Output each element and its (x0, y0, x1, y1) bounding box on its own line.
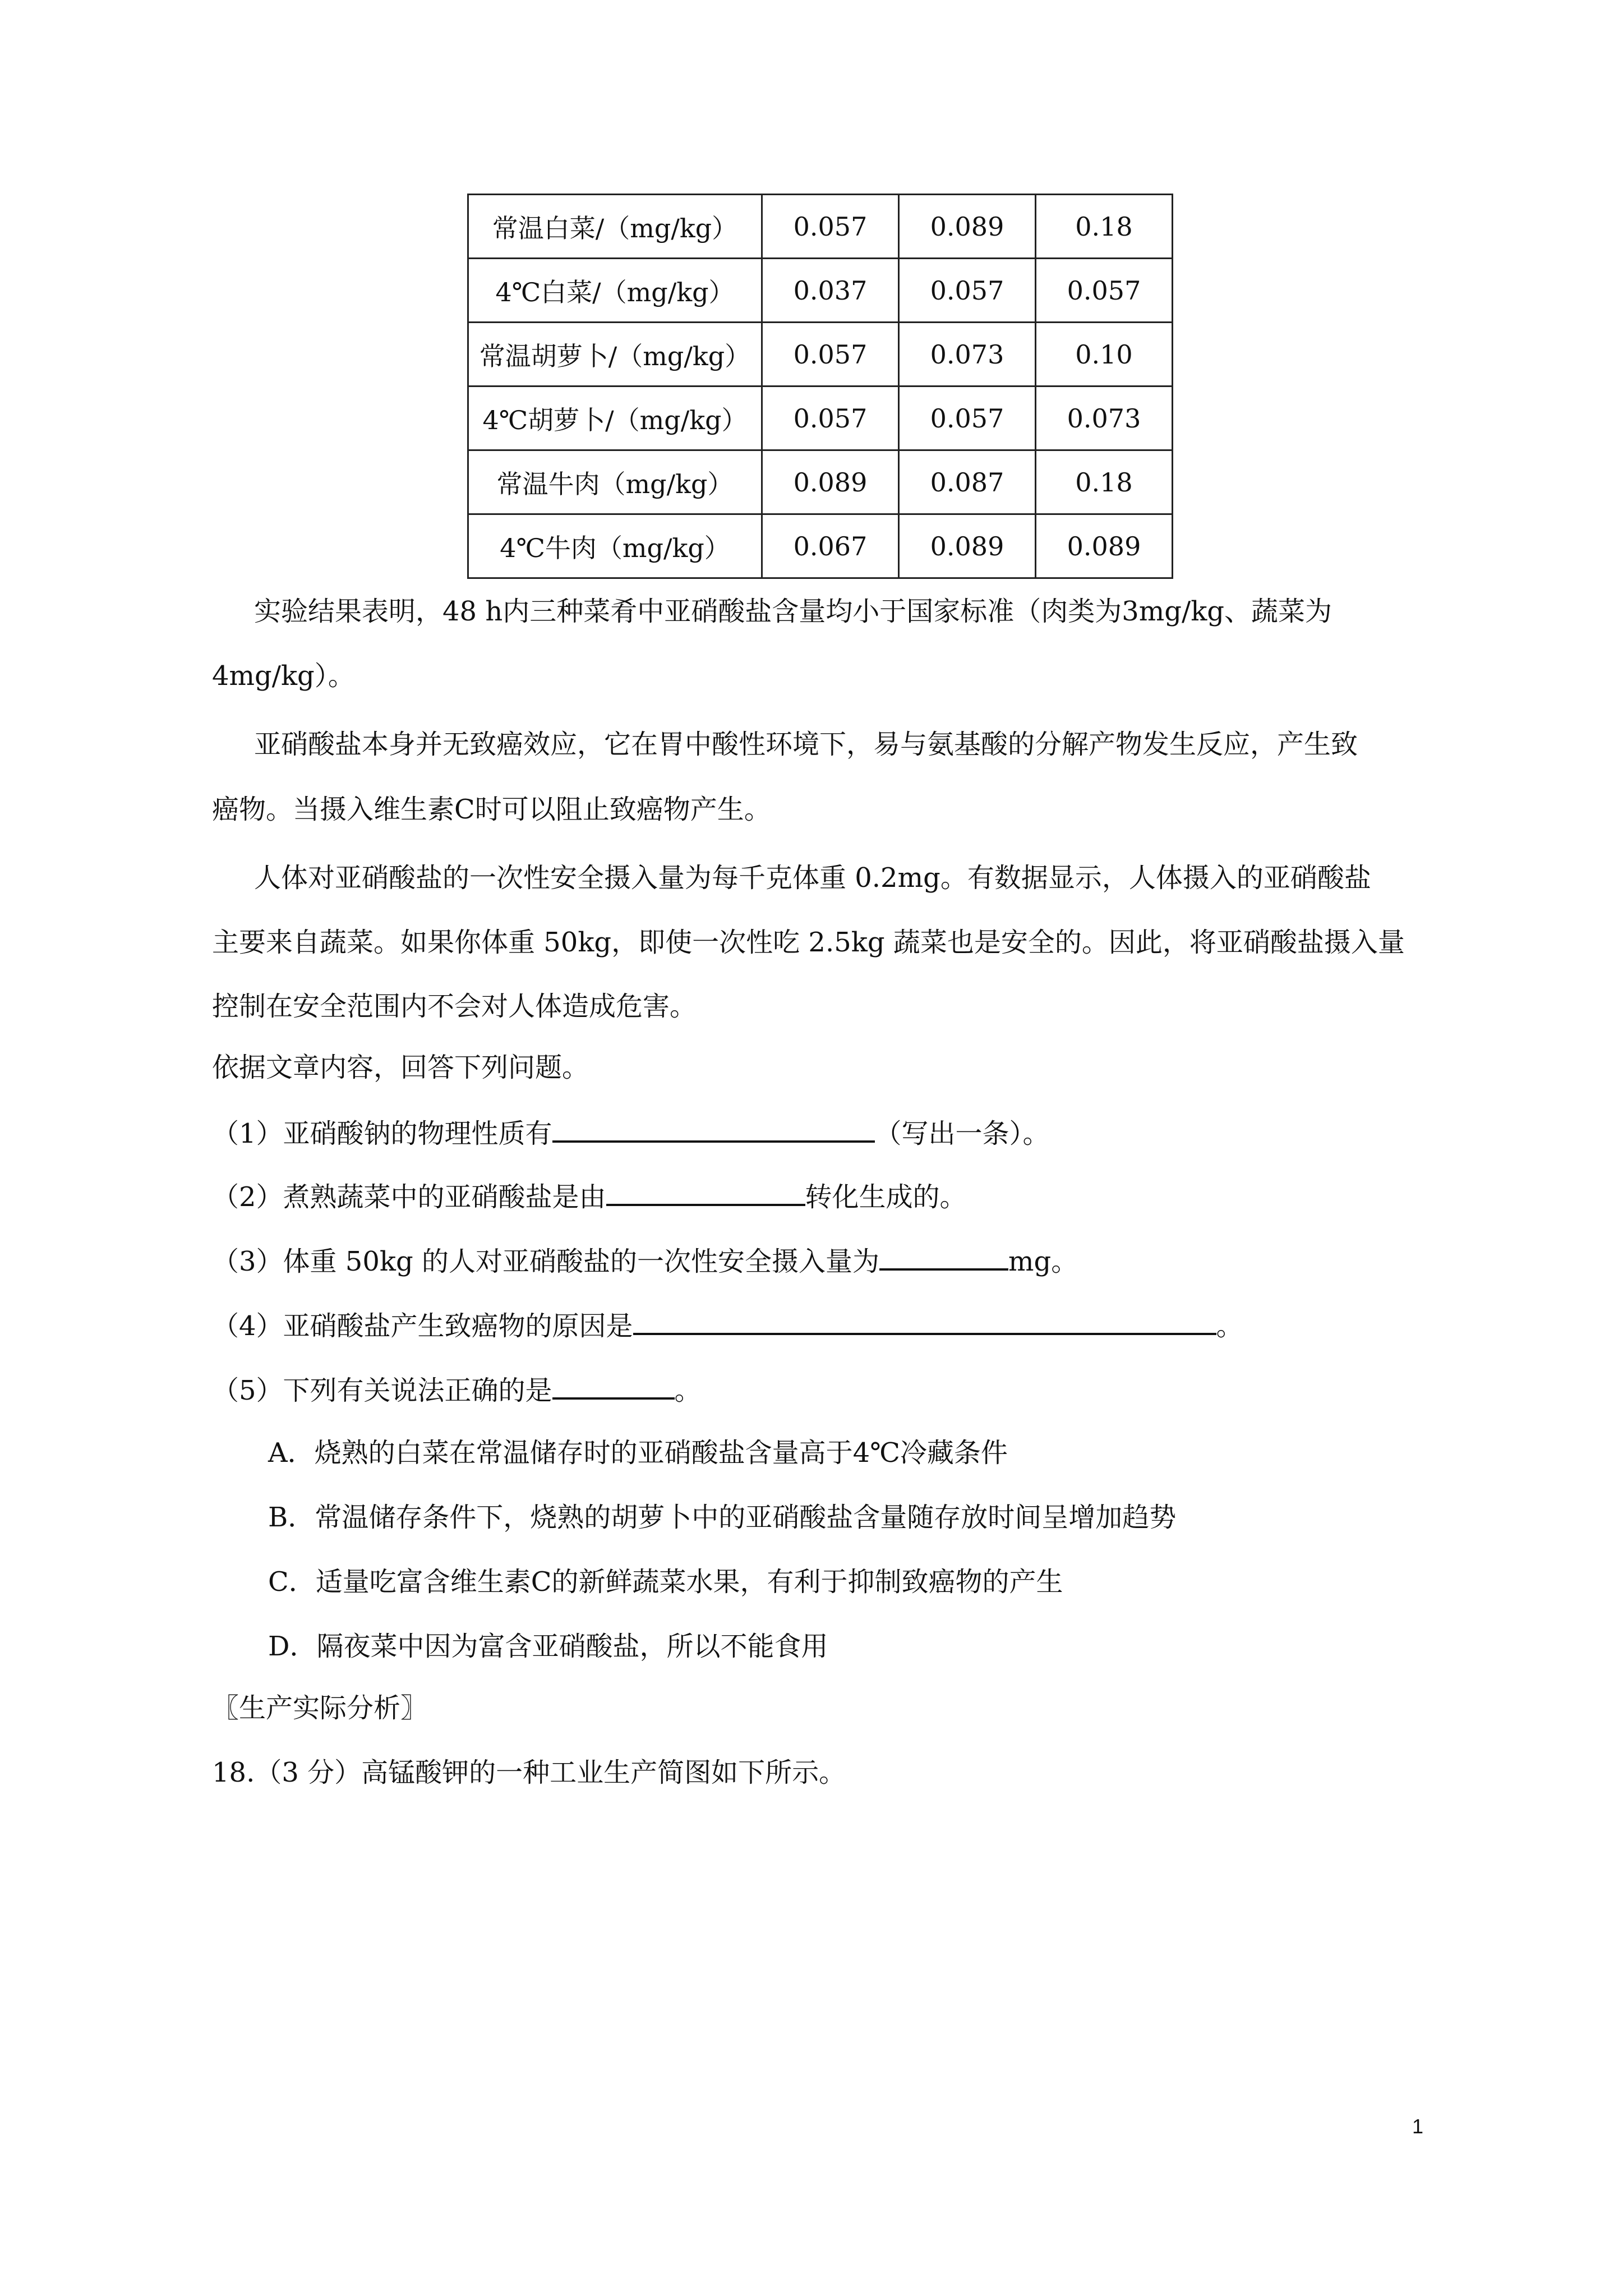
row-label: 4℃牛肉（mg/kg） (468, 514, 762, 578)
table-cell: 0.089 (899, 195, 1036, 259)
option-a: A．烧熟的白菜在常温储存时的亚硝酸盐含量高于4℃冷藏条件 (268, 1437, 1008, 1469)
table-cell: 0.087 (899, 450, 1036, 514)
table-cell: 0.10 (1036, 323, 1173, 386)
paragraph-1-line-1: 实验结果表明，48 h内三种菜肴中亚硝酸盐含量均小于国家标准（肉类为3mg/kg、蔬菜为 (254, 596, 1332, 627)
question-1-suffix: （写出一条）。 (874, 1118, 1050, 1149)
table-cell: 0.057 (762, 386, 899, 450)
question-2 (212, 1178, 1446, 1214)
table-row (468, 386, 1173, 450)
option-b: B．常温储存条件下，烧熟的胡萝卜中的亚硝酸盐含量随存放时间呈增加趋势 (268, 1502, 1177, 1533)
nitrite-data-table (467, 194, 1173, 579)
answer-blank-1[interactable] (552, 1115, 875, 1143)
answer-blank-3[interactable] (879, 1243, 1008, 1271)
row-label: 4℃白菜/（mg/kg） (468, 259, 762, 323)
paragraph-3-line-2: 主要来自蔬菜。如果你体重 50kg，即使一次性吃 2.5kg 蔬菜也是安全的。因此，将亚硝酸盐摄入量 (212, 927, 1405, 958)
question-4-text: （4）亚硝酸盐产生致癌物的原因是 (212, 1310, 633, 1342)
question-prompt: 依据文章内容，回答下列问题。 (212, 1052, 589, 1083)
row-label: 常温胡萝卜/（mg/kg） (468, 323, 762, 386)
table-cell: 0.089 (1036, 514, 1173, 578)
question-3 (212, 1243, 1446, 1278)
table-cell: 0.089 (899, 514, 1036, 578)
paragraph-2-line-1: 亚硝酸盐本身并无致癌效应，它在胃中酸性环境下，易与氨基酸的分解产物发生反应，产生致 (254, 729, 1358, 760)
page-number: 1 (1412, 2115, 1424, 2138)
question-1 (212, 1115, 1446, 1151)
row-label: 常温牛肉（mg/kg） (468, 450, 762, 514)
question-18: 18.（3 分）高锰酸钾的一种工业生产简图如下所示。 (212, 1757, 846, 1788)
table-row (468, 259, 1173, 323)
answer-blank-5[interactable] (552, 1372, 675, 1400)
question-3-suffix: mg。 (1008, 1246, 1078, 1277)
option-d: D．隔夜菜中因为富含亚硝酸盐，所以不能食用 (268, 1631, 828, 1662)
table-cell: 0.057 (762, 323, 899, 386)
table-row (468, 450, 1173, 514)
table-cell: 0.037 (762, 259, 899, 323)
question-5 (212, 1372, 1446, 1407)
table-cell: 0.067 (762, 514, 899, 578)
section-heading: 〖生产实际分析〗 (212, 1692, 428, 1724)
table-row (468, 195, 1173, 259)
option-c: C．适量吃富含维生素C的新鲜蔬菜水果，有利于抑制致癌物的产生 (268, 1566, 1063, 1598)
row-label: 常温白菜/（mg/kg） (468, 195, 762, 259)
table-cell: 0.18 (1036, 450, 1173, 514)
table-cell: 0.057 (899, 259, 1036, 323)
table-cell: 0.073 (899, 323, 1036, 386)
table-cell: 0.057 (899, 386, 1036, 450)
paragraph-1-line-2: 4mg/kg）。 (212, 660, 355, 692)
table-cell: 0.089 (762, 450, 899, 514)
paragraph-2-line-2: 癌物。当摄入维生素C时可以阻止致癌物产生。 (212, 794, 771, 825)
question-3-text: （3）体重 50kg 的人对亚硝酸盐的一次性安全摄入量为 (212, 1246, 879, 1277)
answer-blank-4[interactable] (633, 1307, 1216, 1335)
table-cell: 0.18 (1036, 195, 1173, 259)
question-4 (212, 1307, 1446, 1343)
answer-blank-2[interactable] (606, 1178, 805, 1206)
question-5-suffix: 。 (674, 1375, 702, 1406)
question-2-suffix: 转化生成的。 (805, 1181, 967, 1213)
question-4-suffix: 。 (1216, 1310, 1243, 1342)
table-body (468, 195, 1173, 578)
question-2-text: （2）煮熟蔬菜中的亚硝酸盐是由 (212, 1181, 606, 1213)
table-row (468, 323, 1173, 386)
table-cell: 0.057 (1036, 259, 1173, 323)
table-row (468, 514, 1173, 578)
table-cell: 0.073 (1036, 386, 1173, 450)
paragraph-3-line-1: 人体对亚硝酸盐的一次性安全摄入量为每千克体重 0.2mg。有数据显示，人体摄入的亚硝酸盐 (254, 862, 1371, 894)
paragraph-3-line-3: 控制在安全范围内不会对人体造成危害。 (212, 991, 697, 1022)
question-1-text: （1）亚硝酸钠的物理性质有 (212, 1118, 552, 1149)
question-5-text: （5）下列有关说法正确的是 (212, 1375, 552, 1406)
row-label: 4℃胡萝卜/（mg/kg） (468, 386, 762, 450)
table-cell: 0.057 (762, 195, 899, 259)
